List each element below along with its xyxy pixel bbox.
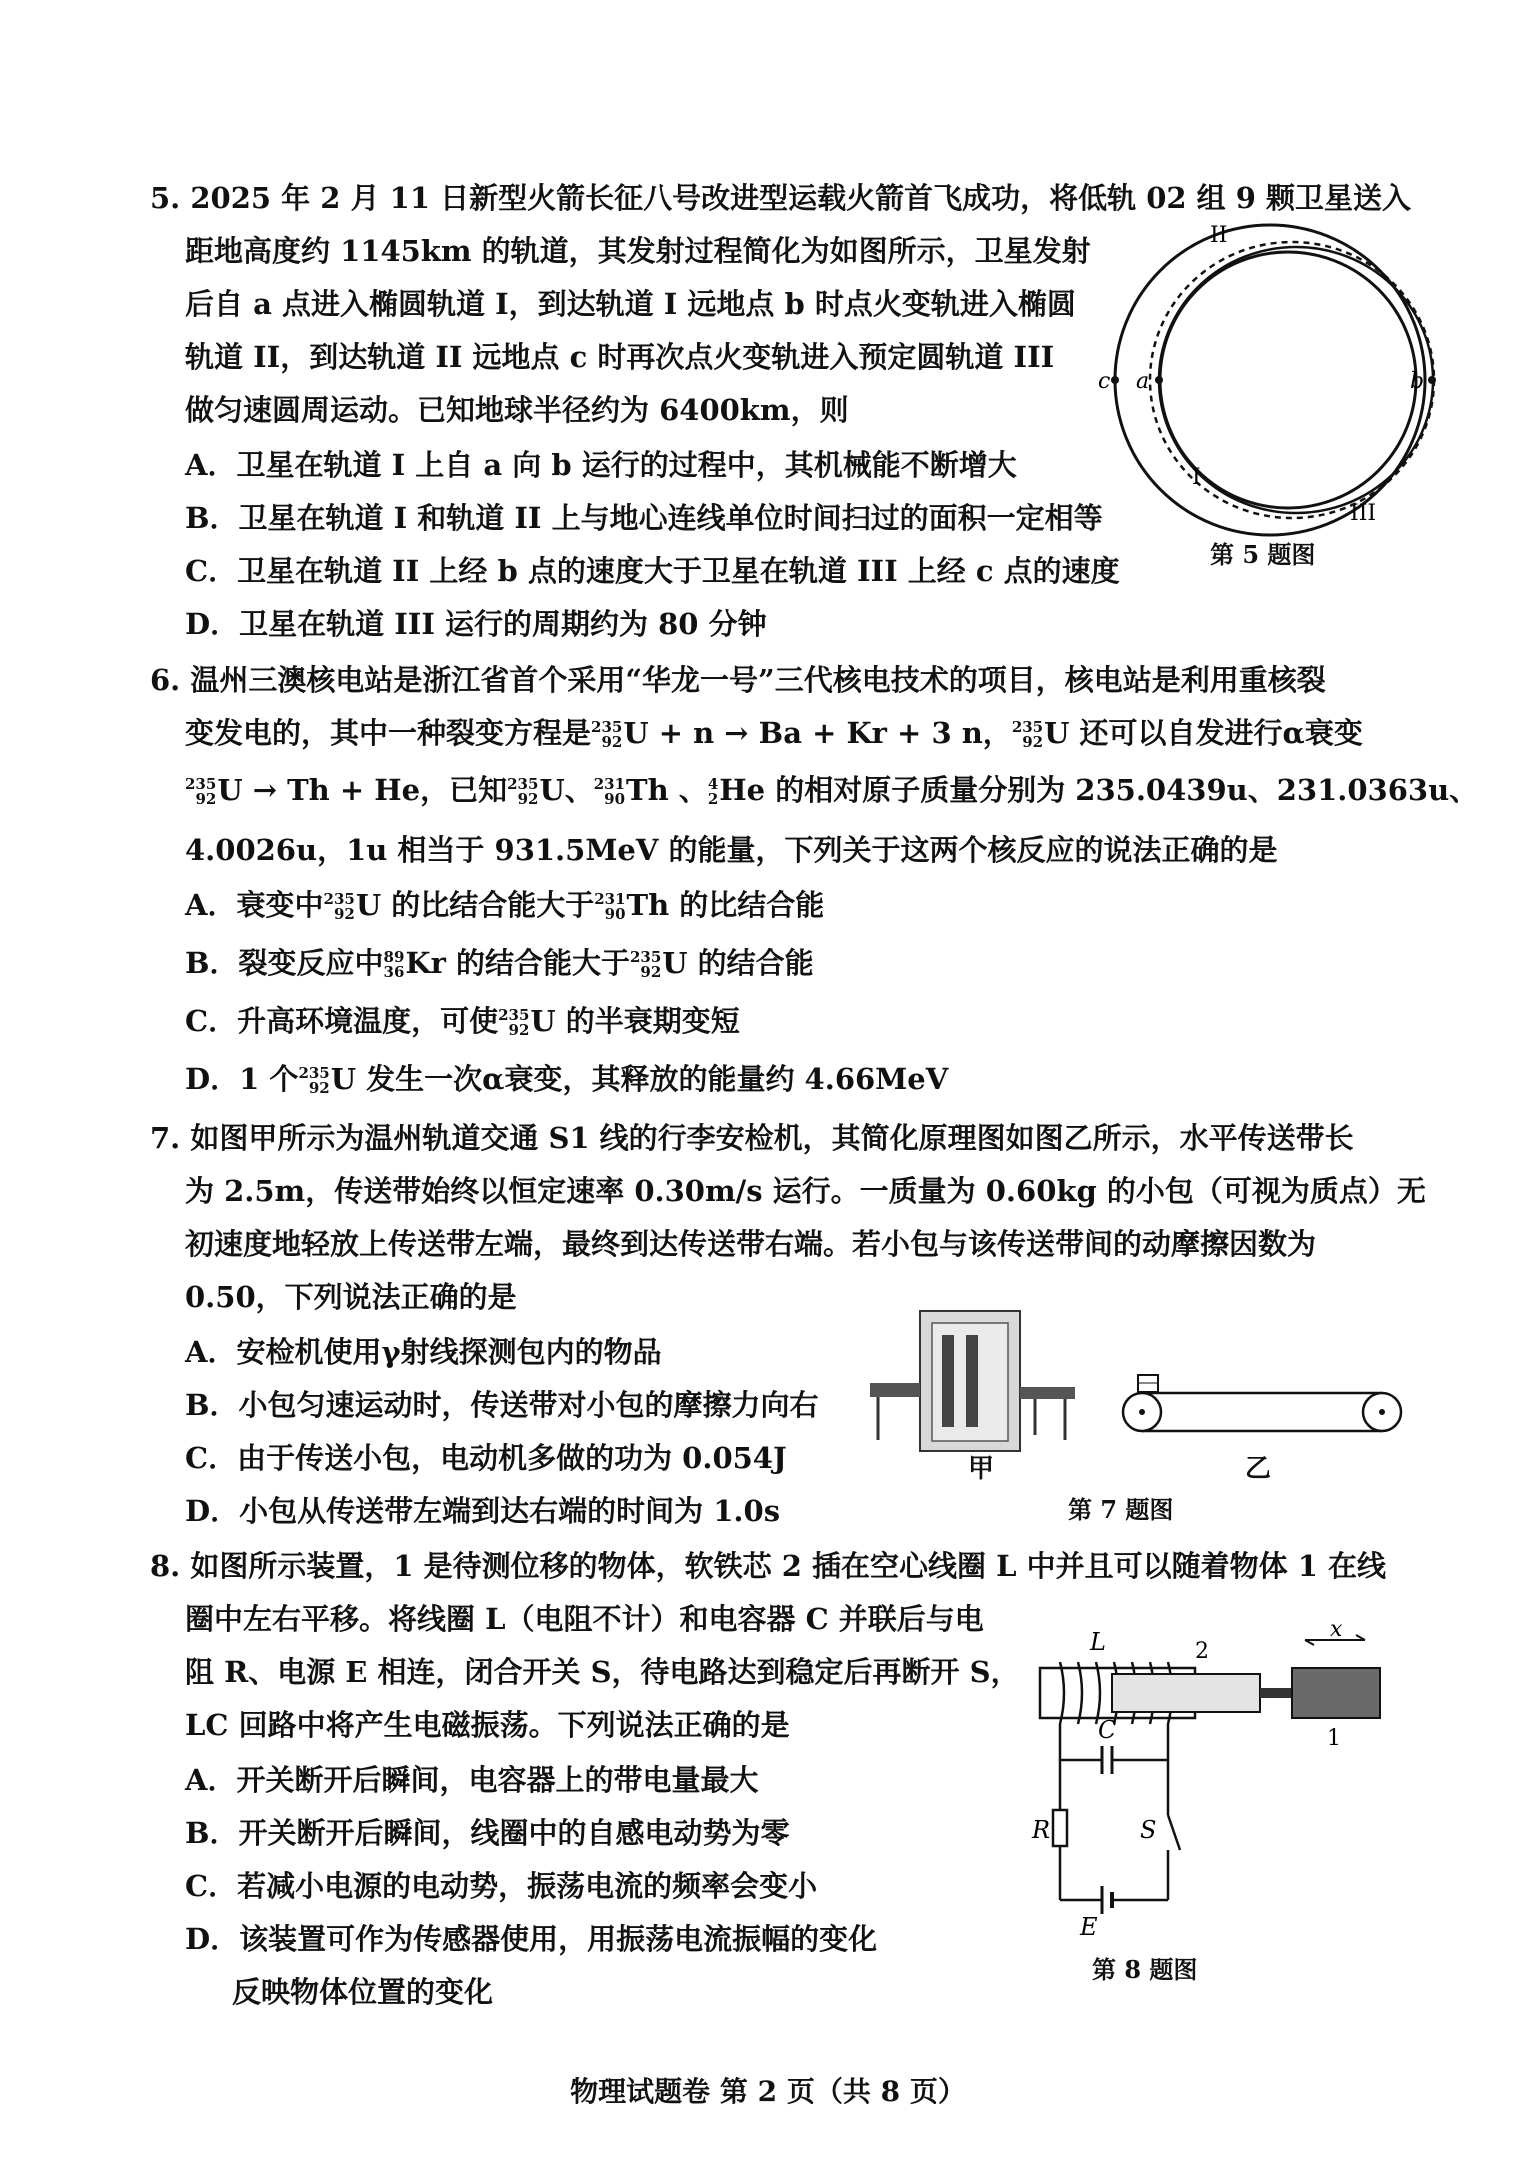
q6-line1: 6. 温州三澳核电站是浙江省首个采用“华龙一号”三代核电技术的项目，核电站是利用重核裂 xyxy=(150,663,1326,697)
q6-option-d: D．1 个 235 92 U 发生一次α衰变，其释放的能量约 4.66MeV xyxy=(185,1062,949,1097)
q8-line3: 阻 R、电源 E 相连，闭合开关 S，待电路达到稳定后再断开 S， xyxy=(185,1655,1020,1689)
label-i: I xyxy=(1192,465,1201,490)
q5-line4: 轨道 II，到达轨道 II 远地点 c 时再次点火变轨进入预定圆轨道 III xyxy=(185,340,1055,374)
point-c xyxy=(1111,376,1119,384)
q8-line1: 8. 如图所示装置，1 是待测位移的物体，软铁芯 2 插在空心线圈 L 中并且可以随着物体 1 在线 xyxy=(150,1549,1386,1583)
point-a xyxy=(1155,376,1163,384)
label-2: 2 xyxy=(1195,1639,1209,1664)
q7-option-d: D．小包从传送带左端到达右端的时间为 1.0s xyxy=(185,1494,781,1528)
label-l: L xyxy=(1090,1628,1106,1656)
label-x: x xyxy=(1330,1617,1343,1642)
label-e: E xyxy=(1080,1913,1098,1941)
q6-option-b: B．裂变反应中 89 36 Kr 的结合能大于 235 92 U 的结合能 xyxy=(185,946,814,981)
connecting-rod xyxy=(1260,1688,1292,1698)
object-1 xyxy=(1292,1668,1380,1718)
q5-line2: 距地高度约 1145km 的轨道，其发射过程简化为如图所示，卫星发射 xyxy=(185,234,1091,268)
q7-option-a: A．安检机使用γ射线探测包内的物品 xyxy=(185,1335,662,1369)
security-scanner-illustration xyxy=(870,1311,1075,1451)
soft-iron-core xyxy=(1112,1674,1260,1712)
q5-line3: 后自 a 点进入椭圆轨道 I，到达轨道 I 远地点 b 时点火变轨进入椭圆 xyxy=(185,287,1076,321)
switch-s xyxy=(1168,1815,1180,1850)
label-s: S xyxy=(1140,1816,1157,1844)
q7-label-jia: 甲 xyxy=(968,1454,995,1484)
q5-figure-caption: 第 5 题图 xyxy=(1210,540,1316,569)
label-iii: III xyxy=(1350,501,1377,526)
q6-decay-equation: U → Th + He xyxy=(217,773,421,807)
q7-line4: 0.50，下列说法正确的是 xyxy=(185,1280,517,1314)
q6-line2 xyxy=(185,713,1363,753)
q5-option-a: A．卫星在轨道 I 上自 a 向 b 运行的过程中，其机械能不断增大 xyxy=(185,448,1017,482)
q8-option-b: B．开关断开后瞬间，线圈中的自感电动势为零 xyxy=(185,1816,790,1850)
q7-figure xyxy=(870,1305,1400,1475)
label-r: R xyxy=(1032,1816,1051,1844)
q8-option-d-line2: 反映物体位置的变化 xyxy=(232,1975,494,2009)
q6-line2-tail: U 还可以自发进行α衰变 xyxy=(1044,716,1363,750)
q5-option-b: B．卫星在轨道 I 和轨道 II 上与地心连线单位时间扫过的面积一定相等 xyxy=(185,501,1103,535)
q5-line1: 5. 2025 年 2 月 11 日新型火箭长征八号改进型运载火箭首飞成功，将低轨 02 组 9 颗卫星送入 xyxy=(150,181,1412,215)
page-footer: 物理试题卷 第 2 页（共 8 页） xyxy=(570,2075,966,2108)
q6-option-a: A．衰变中 235 92 U 的比结合能大于 231 90 Th 的比结合能 xyxy=(185,888,825,923)
label-c: c xyxy=(1098,369,1111,394)
q7-option-b: B．小包匀速运动时，传送带对小包的摩擦力向右 xyxy=(185,1388,819,1422)
label-a: a xyxy=(1136,369,1150,394)
iso-u235: 235 92 xyxy=(591,718,623,751)
q6-fission-equation: U + n → Ba + Kr + 3 n， xyxy=(623,716,1012,750)
label-1: 1 xyxy=(1327,1726,1341,1751)
q7-label-yi: 乙 xyxy=(1245,1454,1272,1484)
point-b xyxy=(1428,376,1436,384)
q8-line4: LC 回路中将产生电磁振荡。下列说法正确的是 xyxy=(185,1708,790,1742)
q5-orbit-figure xyxy=(1100,220,1440,580)
q7-figure-caption: 第 7 题图 xyxy=(1068,1495,1174,1524)
q8-figure-caption: 第 8 题图 xyxy=(1092,1955,1198,1984)
label-c: C xyxy=(1098,1716,1117,1744)
q6-option-c: C．升高环境温度，可使 235 92 U 的半衰期变短 xyxy=(185,1004,740,1039)
q8-option-a: A．开关断开后瞬间，电容器上的带电量最大 xyxy=(185,1763,759,1797)
q6-line2-text: 变发电的，其中一种裂变方程是 xyxy=(185,716,592,750)
q5-option-d: D．卫星在轨道 III 运行的周期约为 80 分钟 xyxy=(185,607,767,641)
iso-u235-b: 235 92 xyxy=(1011,718,1044,751)
q7-line3: 初速度地轻放上传送带左端，最终到达传送带右端。若小包与该传送带间的动摩擦因数为 xyxy=(185,1227,1317,1261)
resistor-r xyxy=(1053,1810,1067,1846)
q6-line4: 4.0026u，1u 相当于 931.5MeV 的能量，下列关于这两个核反应的说法正确的是 xyxy=(185,833,1278,867)
label-b: b xyxy=(1410,369,1425,394)
q5-option-c: C．卫星在轨道 II 上经 b 点的速度大于卫星在轨道 III 上经 c 点的速度 xyxy=(185,554,1120,588)
conveyor-belt-diagram xyxy=(1123,1375,1401,1431)
q8-option-d-line1: D．该装置可作为传感器使用，用振荡电流振幅的变化 xyxy=(185,1922,878,1956)
q8-circuit-figure xyxy=(1020,1610,1400,1941)
q8-line2: 圈中左右平移。将线圈 L（电阻不计）和电容器 C 并联后与电 xyxy=(185,1602,984,1636)
q7-option-c: C．由于传送小包，电动机多做的功为 0.054J xyxy=(185,1441,787,1475)
q7-line2: 为 2.5m，传送带始终以恒定速率 0.30m/s 运行。一质量为 0.60kg 的小包（可视为质点）无 xyxy=(185,1174,1426,1208)
q6-line3: 235 92 U → Th + He，已知 235 92 U、 231 90 Th 、 4 2 He 的相对原子质量分别为 235.0439u、231.0363u、 xyxy=(185,773,1479,808)
q8-option-c: C．若减小电源的电动势，振荡电流的频率会变小 xyxy=(185,1869,818,1903)
label-ii: II xyxy=(1210,223,1228,248)
q5-line5: 做匀速圆周运动。已知地球半径约为 6400km，则 xyxy=(185,393,849,427)
q7-line1: 7. 如图甲所示为温州轨道交通 S1 线的行李安检机，其简化原理图如图乙所示，水平传送带长 xyxy=(150,1121,1354,1155)
